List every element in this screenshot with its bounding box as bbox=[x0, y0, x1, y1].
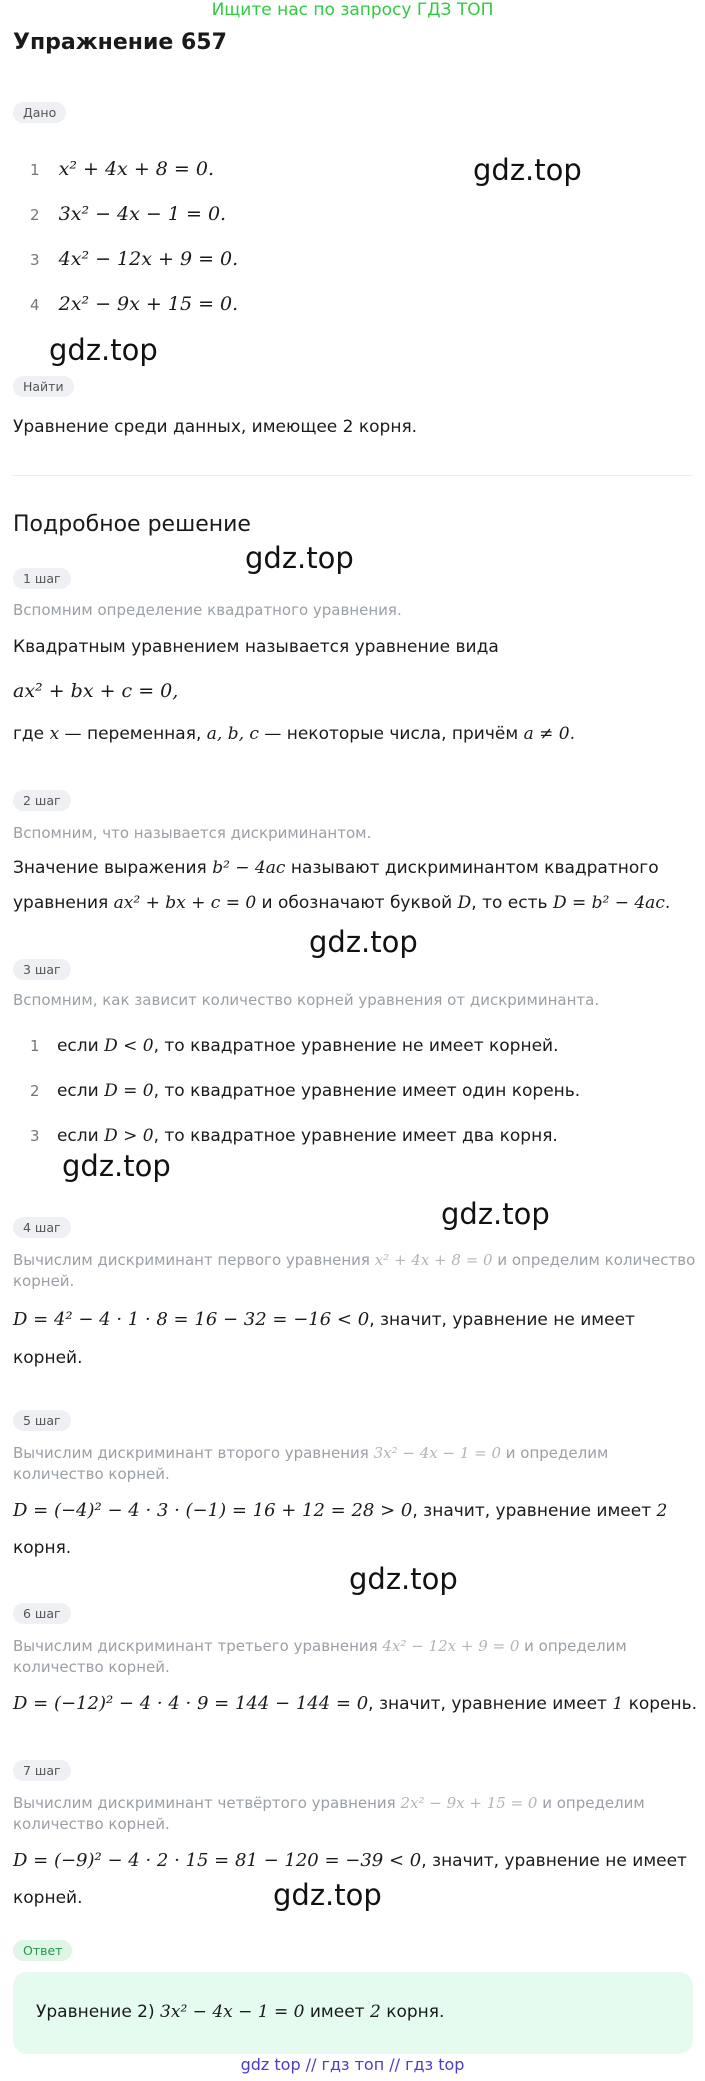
text: если bbox=[56, 1126, 105, 1146]
step-2-line-2 bbox=[13, 893, 670, 913]
text: и определим bbox=[537, 1794, 645, 1812]
step-1-formula: ax² + bx + c = 0, bbox=[13, 680, 179, 702]
step-5-badge: 5 шаг bbox=[13, 1410, 71, 1431]
math-condition: D < 0 bbox=[104, 1036, 154, 1056]
solution-title: Подробное решение bbox=[13, 512, 251, 537]
step-2-line-1 bbox=[13, 858, 659, 878]
text: количество корней. bbox=[13, 1465, 170, 1483]
text: Значение выражения bbox=[13, 858, 213, 878]
math-number: 1 bbox=[612, 1694, 624, 1714]
math-calculation: D = 4² − 4 · 1 · 8 = 16 − 32 = −16 < 0 bbox=[13, 1309, 370, 1330]
step-3-badge: 3 шаг bbox=[13, 959, 71, 980]
text: корней. bbox=[13, 1272, 75, 1290]
text: , то квадратное уравнение не имеет корней. bbox=[153, 1036, 559, 1056]
find-badge: Найти bbox=[13, 376, 74, 397]
step-5-calc bbox=[13, 1500, 667, 1521]
text: и определим bbox=[519, 1637, 627, 1655]
text: где bbox=[13, 724, 50, 744]
given-item-2 bbox=[30, 203, 226, 225]
text: корня. bbox=[380, 2002, 445, 2022]
step-1-hint: Вспомним определение квадратного уравнения. bbox=[13, 601, 402, 619]
step-7-conclusion: корней. bbox=[13, 1888, 83, 1908]
math-condition: D > 0 bbox=[104, 1126, 154, 1146]
given-item-number: 3 bbox=[30, 251, 40, 269]
text: Вычислим дискриминант второго уравнения bbox=[13, 1444, 374, 1462]
step-2-hint: Вспомним, что называется дискриминантом. bbox=[13, 824, 372, 842]
given-item-4 bbox=[30, 293, 238, 315]
text: , значит, уравнение не имеет bbox=[421, 1851, 687, 1871]
text: , то квадратное уравнение имеет два корня. bbox=[153, 1126, 558, 1146]
footer-links[interactable]: gdz top // гдз топ // гдз top bbox=[240, 2055, 465, 2074]
text: корень. bbox=[623, 1694, 698, 1714]
math-equation: 3x² − 4x − 1 = 0 bbox=[373, 1444, 502, 1462]
answer-badge: Ответ bbox=[13, 1940, 72, 1961]
step-6-hint bbox=[13, 1636, 703, 1678]
text: — некоторые числа, причём bbox=[258, 724, 524, 744]
step-3-item-1 bbox=[30, 1036, 559, 1056]
step-4-conclusion: корней. bbox=[13, 1348, 83, 1368]
text: , то квадратное уравнение имеет один корень. bbox=[153, 1081, 581, 1101]
step-5-hint bbox=[13, 1443, 703, 1485]
math-number: 2 bbox=[656, 1501, 668, 1521]
text: имеет bbox=[304, 2002, 370, 2022]
given-item-3 bbox=[30, 248, 238, 270]
step-7-badge: 7 шаг bbox=[13, 1760, 71, 1781]
step-2-badge: 2 шаг bbox=[13, 790, 71, 811]
text: называют дискриминантом квадратного bbox=[285, 858, 659, 878]
step-1-badge: 1 шаг bbox=[13, 568, 71, 589]
text: и определим bbox=[501, 1444, 609, 1462]
answer-text bbox=[36, 2002, 444, 2022]
math-calculation: D = (−4)² − 4 · 3 · (−1) = 16 + 12 = 28 > 0 bbox=[13, 1500, 413, 1521]
math-vars: a, b, c bbox=[206, 724, 259, 744]
given-item-number: 2 bbox=[30, 206, 40, 224]
text: , значит, уравнение не имеет bbox=[369, 1310, 635, 1330]
step-3-hint: Вспомним, как зависит количество корней уравнения от дискриминанта. bbox=[13, 991, 600, 1009]
given-equation: x² + 4x + 8 = 0. bbox=[58, 158, 214, 180]
math-equation: 3x² − 4x − 1 = 0 bbox=[160, 2002, 305, 2022]
step-6-calc bbox=[13, 1693, 697, 1714]
step-7-calc bbox=[13, 1850, 687, 1871]
step-1-definition: Квадратным уравнением называется уравнение вида bbox=[13, 637, 499, 657]
text: Вычислим дискриминант первого уравнения bbox=[13, 1251, 375, 1269]
text: если bbox=[56, 1036, 105, 1056]
watermark: gdz.top bbox=[349, 1562, 458, 1596]
math-equation: x² + 4x + 8 = 0 bbox=[374, 1251, 493, 1269]
math-equation: 2x² − 9x + 15 = 0 bbox=[400, 1794, 538, 1812]
page-title: Упражнение 657 bbox=[13, 30, 227, 55]
watermark: gdz.top bbox=[473, 153, 582, 187]
step-4-hint bbox=[13, 1250, 703, 1292]
given-equation: 4x² − 12x + 9 = 0. bbox=[58, 248, 239, 270]
text: если bbox=[56, 1081, 105, 1101]
list-number: 1 bbox=[30, 1037, 40, 1055]
given-equation: 3x² − 4x − 1 = 0. bbox=[58, 203, 227, 225]
math-equation: 4x² − 12x + 9 = 0 bbox=[382, 1637, 520, 1655]
given-item-1 bbox=[30, 158, 214, 180]
math-expression: b² − 4ac bbox=[212, 858, 286, 878]
math-calculation: D = (−12)² − 4 · 4 · 9 = 144 − 144 = 0 bbox=[13, 1693, 369, 1714]
step-3-item-3 bbox=[30, 1126, 558, 1146]
step-4-calc bbox=[13, 1309, 635, 1330]
math-condition: D = 0 bbox=[104, 1081, 154, 1101]
step-7-hint bbox=[13, 1793, 703, 1835]
watermark: gdz.top bbox=[273, 1878, 382, 1912]
text: уравнения bbox=[13, 893, 114, 913]
text: , значит, уравнение имеет bbox=[368, 1694, 613, 1714]
math-var: D bbox=[457, 893, 472, 913]
list-number: 2 bbox=[30, 1082, 40, 1100]
math-equation: ax² + bx + c = 0 bbox=[113, 893, 257, 913]
watermark: gdz.top bbox=[245, 541, 354, 575]
math-condition: a ≠ 0. bbox=[523, 724, 575, 744]
given-item-number: 1 bbox=[30, 161, 40, 179]
text: — переменная, bbox=[59, 724, 207, 744]
text: Уравнение 2) bbox=[36, 2002, 161, 2022]
text: и определим количество bbox=[492, 1251, 696, 1269]
step-3-item-2 bbox=[30, 1081, 580, 1101]
given-badge: Дано bbox=[13, 102, 66, 123]
step-4-badge: 4 шаг bbox=[13, 1217, 71, 1238]
top-banner[interactable]: Ищите нас по запросу ГДЗ ТОП bbox=[211, 0, 494, 20]
watermark: gdz.top bbox=[309, 925, 418, 959]
given-equation: 2x² − 9x + 15 = 0. bbox=[58, 293, 239, 315]
math-number: 2 bbox=[369, 2002, 381, 2022]
divider bbox=[13, 475, 693, 476]
text: Вычислим дискриминант четвёртого уравнения bbox=[13, 1794, 401, 1812]
math-var: x bbox=[49, 724, 60, 744]
step-6-badge: 6 шаг bbox=[13, 1603, 71, 1624]
watermark: gdz.top bbox=[62, 1149, 171, 1183]
step-1-explanation bbox=[13, 724, 575, 744]
text: и обозначают буквой bbox=[256, 893, 458, 913]
math-formula: D = b² − 4ac. bbox=[552, 893, 671, 913]
given-item-number: 4 bbox=[30, 296, 40, 314]
list-number: 3 bbox=[30, 1127, 40, 1145]
text: Вычислим дискриминант третьего уравнения bbox=[13, 1637, 383, 1655]
step-5-conclusion: корня. bbox=[13, 1538, 72, 1558]
watermark: gdz.top bbox=[49, 333, 158, 367]
text: количество корней. bbox=[13, 1658, 170, 1676]
math-calculation: D = (−9)² − 4 · 2 · 15 = 81 − 120 = −39 < 0 bbox=[13, 1850, 422, 1871]
find-text: Уравнение среди данных, имеющее 2 корня. bbox=[13, 417, 418, 437]
text: , значит, уравнение имеет bbox=[412, 1501, 657, 1521]
watermark: gdz.top bbox=[441, 1197, 550, 1231]
text: количество корней. bbox=[13, 1815, 170, 1833]
text: , то есть bbox=[471, 893, 553, 913]
